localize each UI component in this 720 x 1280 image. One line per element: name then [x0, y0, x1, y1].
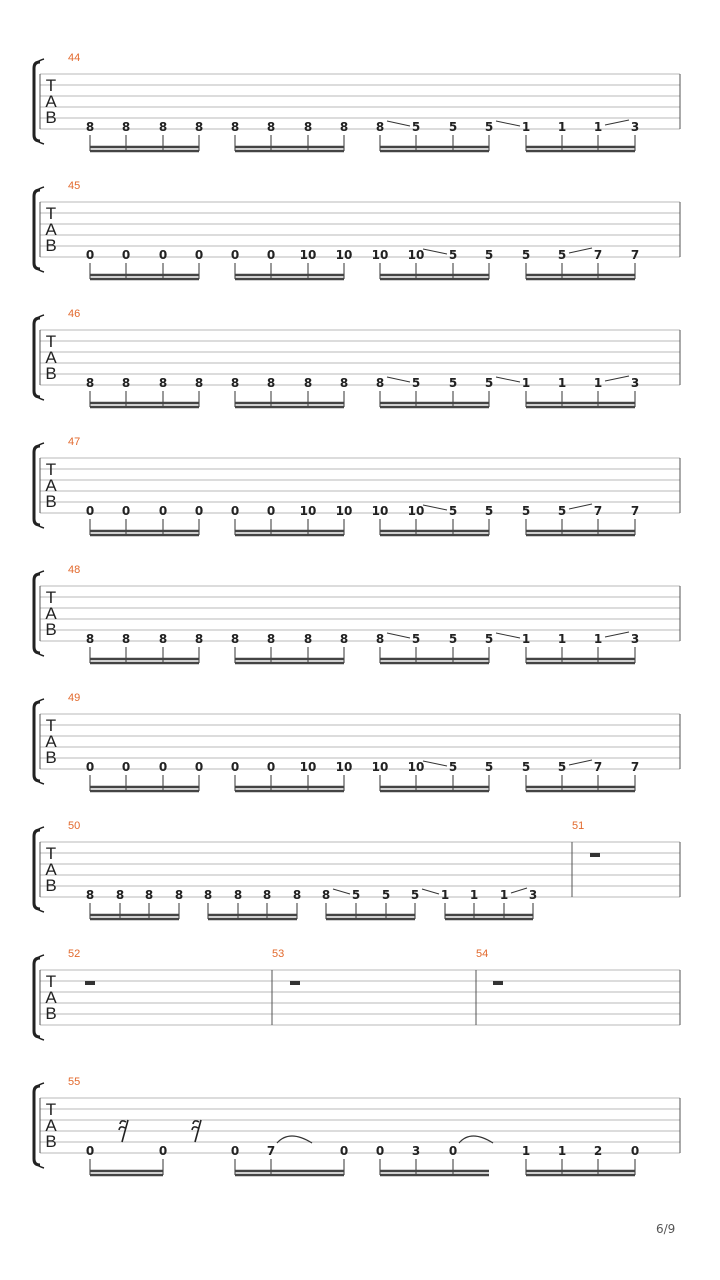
fret-number: 0 [194, 504, 204, 518]
fret-number: 0 [121, 504, 131, 518]
fret-number: 7 [593, 248, 603, 262]
fret-number: 0 [230, 1144, 240, 1158]
page-number: 6/9 [656, 1222, 676, 1236]
slide-line [569, 504, 592, 509]
measure-number: 50 [68, 820, 81, 832]
tab-clef-letter: B [45, 108, 57, 127]
fret-number: 8 [303, 120, 313, 134]
fret-number: 1 [593, 632, 603, 646]
fret-number: 0 [121, 248, 131, 262]
tab-clef-letter: B [45, 364, 57, 383]
slide-line [387, 633, 410, 638]
tab-clef-letter: B [45, 620, 57, 639]
fret-number: 10 [371, 248, 389, 262]
slide-line [423, 761, 447, 766]
fret-number: 0 [375, 1144, 385, 1158]
tab-clef-letter: A [45, 348, 57, 367]
fret-number: 1 [521, 1144, 531, 1158]
fret-number: 8 [158, 120, 168, 134]
fret-number: 8 [375, 632, 385, 646]
fret-number: 8 [115, 888, 125, 902]
system-3 [34, 308, 680, 407]
slide-line [605, 376, 629, 381]
system-5 [34, 564, 680, 663]
fret-number: 5 [484, 120, 494, 134]
fret-number: 5 [448, 760, 458, 774]
tab-clef-letter: T [45, 588, 57, 607]
fret-number: 0 [230, 248, 240, 262]
measure-number: 51 [572, 820, 585, 832]
slide-line [423, 249, 447, 254]
fret-number: 0 [266, 760, 276, 774]
fret-number: 10 [299, 760, 317, 774]
fret-number: 0 [85, 760, 95, 774]
measure-number: 48 [68, 564, 81, 576]
tab-clef-letter: A [45, 860, 57, 879]
fret-number: 8 [321, 888, 331, 902]
fret-number: 7 [593, 504, 603, 518]
fret-number: 7 [266, 1144, 276, 1158]
fret-number: 8 [85, 120, 95, 134]
tab-clef-letter: T [45, 460, 57, 479]
fret-number: 10 [371, 760, 389, 774]
fret-number: 0 [85, 504, 95, 518]
measure-number: 55 [68, 1076, 81, 1088]
slide-line [387, 121, 410, 126]
fret-number: 1 [593, 376, 603, 390]
fret-number: 8 [292, 888, 302, 902]
system-bracket [34, 446, 40, 525]
fret-number: 3 [630, 632, 640, 646]
tab-clef-letter: A [45, 476, 57, 495]
fret-number: 10 [371, 504, 389, 518]
measure-number: 44 [68, 52, 81, 64]
fret-number: 0 [266, 504, 276, 518]
fret-number: 1 [593, 120, 603, 134]
fret-number: 8 [203, 888, 213, 902]
whole-rest [590, 853, 600, 857]
measure-number: 52 [68, 948, 81, 960]
fret-number: 5 [448, 248, 458, 262]
fret-number: 5 [521, 760, 531, 774]
fret-number: 5 [411, 120, 421, 134]
system-bracket [34, 702, 40, 781]
fret-number: 8 [194, 632, 204, 646]
tab-clef-letter: B [45, 492, 57, 511]
fret-number: 8 [85, 888, 95, 902]
slide-line [387, 377, 410, 382]
slide-line [511, 888, 527, 893]
fret-number: 0 [158, 504, 168, 518]
slide-line [333, 889, 350, 894]
fret-number: 8 [233, 888, 243, 902]
fret-number: 0 [158, 248, 168, 262]
tab-clef-letter: A [45, 1116, 57, 1135]
system-8 [34, 948, 680, 1040]
fret-number: 5 [411, 376, 421, 390]
fret-number: 10 [299, 248, 317, 262]
tab-clef-letter: B [45, 1004, 57, 1023]
system-6 [34, 692, 680, 791]
fret-number: 2 [593, 1144, 603, 1158]
fret-number: 8 [194, 120, 204, 134]
fret-number: 8 [230, 632, 240, 646]
fret-number: 1 [557, 120, 567, 134]
fret-number: 0 [230, 760, 240, 774]
tab-clef-letter: T [45, 204, 57, 223]
system-bracket [34, 830, 40, 909]
tab-clef-letter: B [45, 1132, 57, 1151]
fret-number: 5 [448, 376, 458, 390]
measure-number: 46 [68, 308, 81, 320]
fret-number: 8 [85, 376, 95, 390]
fret-number: 8 [339, 120, 349, 134]
measure-number: 47 [68, 436, 81, 448]
fret-number: 8 [158, 376, 168, 390]
fret-number: 5 [448, 504, 458, 518]
fret-number: 7 [630, 248, 640, 262]
system-7 [34, 820, 680, 919]
fret-number: 3 [528, 888, 538, 902]
fret-number: 8 [158, 632, 168, 646]
fret-number: 10 [407, 760, 425, 774]
fret-number: 8 [262, 888, 272, 902]
fret-number: 8 [303, 632, 313, 646]
fret-number: 1 [521, 120, 531, 134]
fret-number: 5 [448, 120, 458, 134]
system-bracket [34, 958, 40, 1037]
fret-number: 1 [440, 888, 450, 902]
fret-number: 0 [85, 248, 95, 262]
fret-number: 5 [351, 888, 361, 902]
fret-number: 1 [557, 376, 567, 390]
slide-line [605, 120, 629, 125]
slide-line [496, 377, 520, 382]
system-9 [34, 1076, 680, 1175]
fret-number: 8 [303, 376, 313, 390]
fret-number: 7 [593, 760, 603, 774]
system-bracket [34, 318, 40, 397]
fret-number: 8 [85, 632, 95, 646]
fret-number: 5 [381, 888, 391, 902]
tab-clef-letter: T [45, 972, 57, 991]
fret-number: 10 [335, 760, 353, 774]
whole-rest [290, 981, 300, 985]
fret-number: 0 [266, 248, 276, 262]
fret-number: 3 [630, 376, 640, 390]
fret-number: 1 [521, 632, 531, 646]
slide-line [569, 248, 592, 253]
tab-clef-letter: T [45, 76, 57, 95]
measure-number: 53 [272, 948, 285, 960]
fret-number: 10 [407, 504, 425, 518]
fret-number: 10 [407, 248, 425, 262]
system-bracket [34, 190, 40, 269]
fret-number: 5 [410, 888, 420, 902]
tab-clef-letter: B [45, 236, 57, 255]
fret-number: 8 [339, 632, 349, 646]
fret-number: 0 [230, 504, 240, 518]
fret-number: 5 [448, 632, 458, 646]
fret-number: 8 [121, 376, 131, 390]
fret-number: 0 [194, 248, 204, 262]
fret-number: 1 [499, 888, 509, 902]
fret-number: 0 [85, 1144, 95, 1158]
fret-number: 8 [375, 120, 385, 134]
whole-rest [85, 981, 95, 985]
fret-number: 5 [557, 760, 567, 774]
fret-number: 5 [557, 248, 567, 262]
system-2 [34, 180, 680, 279]
fret-number: 1 [557, 1144, 567, 1158]
fret-number: 5 [484, 632, 494, 646]
tab-clef-letter: T [45, 1100, 57, 1119]
fret-number: 1 [557, 632, 567, 646]
fret-number: 8 [266, 632, 276, 646]
measure-number: 54 [476, 948, 489, 960]
fret-number: 0 [448, 1144, 458, 1158]
tab-clef-letter: A [45, 220, 57, 239]
fret-number: 3 [630, 120, 640, 134]
fret-number: 7 [630, 760, 640, 774]
fret-number: 10 [335, 248, 353, 262]
system-1 [34, 52, 680, 151]
fret-number: 8 [230, 376, 240, 390]
fret-number: 8 [121, 632, 131, 646]
fret-number: 0 [158, 1144, 168, 1158]
fret-number: 8 [194, 376, 204, 390]
tab-clef-letter: T [45, 332, 57, 351]
fret-number: 5 [521, 504, 531, 518]
tab-clef-letter: B [45, 876, 57, 895]
fret-number: 5 [411, 632, 421, 646]
fret-number: 1 [469, 888, 479, 902]
fret-number: 8 [339, 376, 349, 390]
fret-number: 5 [484, 248, 494, 262]
fret-number: 5 [521, 248, 531, 262]
fret-number: 8 [121, 120, 131, 134]
measure-number: 45 [68, 180, 81, 192]
tab-clef-letter: T [45, 844, 57, 863]
system-4 [34, 436, 680, 535]
tab-clef-letter: A [45, 732, 57, 751]
fret-number: 0 [630, 1144, 640, 1158]
fret-number: 3 [411, 1144, 421, 1158]
fret-number: 5 [484, 760, 494, 774]
fret-number: 8 [375, 376, 385, 390]
tab-clef-letter: A [45, 988, 57, 1007]
fret-number: 0 [158, 760, 168, 774]
tab-clef-letter: T [45, 716, 57, 735]
slide-line [422, 889, 439, 894]
fret-number: 8 [230, 120, 240, 134]
measure-number: 49 [68, 692, 81, 704]
fret-number: 7 [630, 504, 640, 518]
tab-clef-letter: B [45, 748, 57, 767]
fret-number: 1 [521, 376, 531, 390]
system-bracket [34, 1086, 40, 1165]
fret-number: 8 [144, 888, 154, 902]
fret-number: 5 [484, 504, 494, 518]
system-bracket [34, 62, 40, 141]
fret-number: 0 [339, 1144, 349, 1158]
slide-line [605, 632, 629, 637]
fret-number: 0 [194, 760, 204, 774]
fret-number: 0 [121, 760, 131, 774]
fret-number: 5 [484, 376, 494, 390]
fret-number: 8 [266, 120, 276, 134]
slide-line [569, 760, 592, 765]
fret-number: 10 [335, 504, 353, 518]
slide-line [496, 121, 520, 126]
fret-number: 10 [299, 504, 317, 518]
fret-number: 8 [266, 376, 276, 390]
slide-line [496, 633, 520, 638]
fret-number: 8 [174, 888, 184, 902]
whole-rest [493, 981, 503, 985]
tab-clef-letter: A [45, 92, 57, 111]
system-bracket [34, 574, 40, 653]
tab-clef-letter: A [45, 604, 57, 623]
slide-line [423, 505, 447, 510]
fret-number: 5 [557, 504, 567, 518]
